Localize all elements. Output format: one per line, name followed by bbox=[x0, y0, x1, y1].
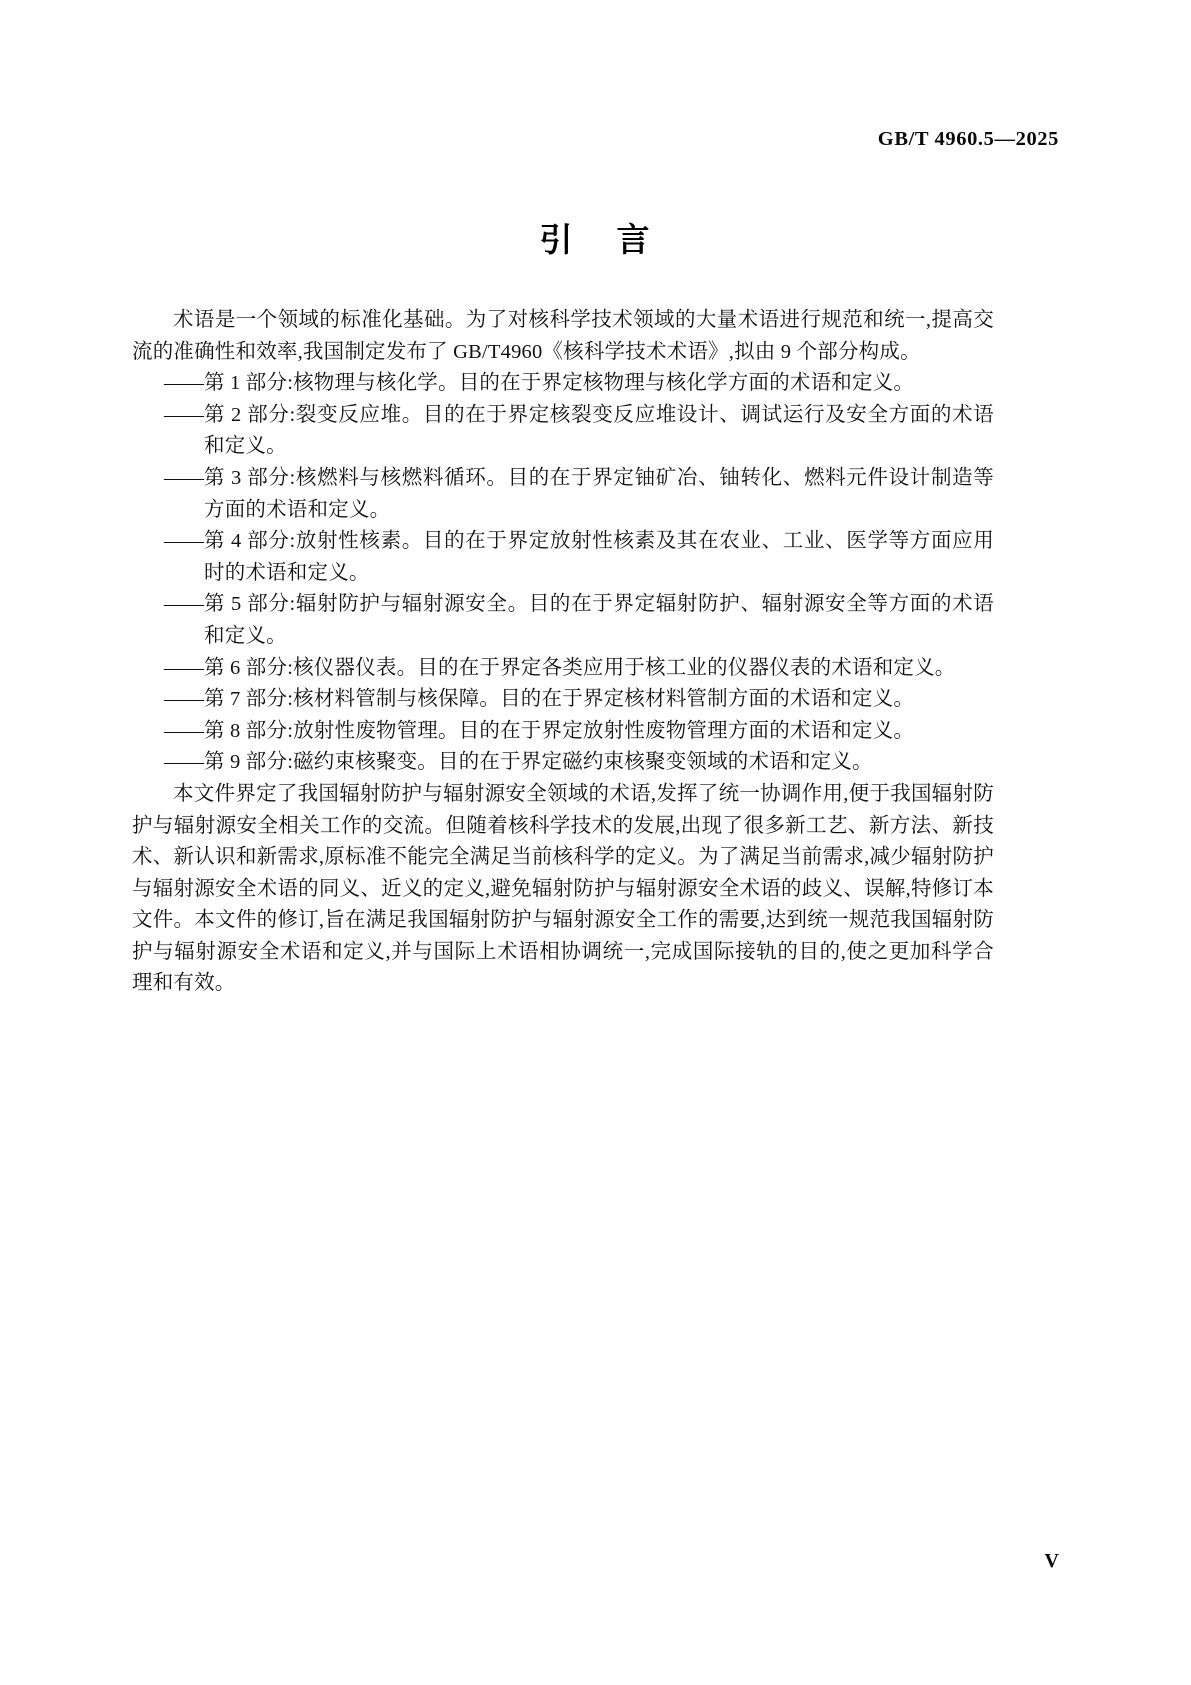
em-dash-marker: —— bbox=[164, 530, 203, 553]
em-dash-marker: —— bbox=[164, 751, 203, 774]
em-dash-marker: —— bbox=[164, 688, 203, 711]
list-item bbox=[132, 684, 994, 716]
list-item-text: 第 6 部分:核仪器仪表。目的在于界定各类应用于核工业的仪器仪表的术语和定义。 bbox=[204, 656, 956, 679]
list-item bbox=[132, 589, 994, 652]
running-header-standard-number: GB/T 4960.5—2025 bbox=[877, 128, 1059, 150]
list-item-text: 第 4 部分:放射性核素。目的在于界定放射性核素及其在农业、工业、医学等方面应用时的术语和定义。 bbox=[204, 530, 994, 584]
list-item-text: 第 2 部分:裂变反应堆。目的在于界定核裂变反应堆设计、调试运行及安全方面的术语和定义。 bbox=[204, 403, 994, 458]
page-title-char-1: 引 bbox=[539, 223, 575, 259]
intro-paragraph: 术语是一个领域的标准化基础。为了对核科学技术领域的大量术语进行规范和统一,提高交流的准确性和效率,我国制定发布了 GB/T4960《核科学技术术语》,拟由 9 个部分构成。 bbox=[132, 309, 994, 363]
page-title bbox=[0, 214, 1191, 261]
standard-parts-list bbox=[132, 368, 994, 779]
page-body bbox=[132, 305, 994, 1000]
page-title-char-2: 言 bbox=[616, 223, 652, 259]
list-item bbox=[132, 526, 994, 589]
em-dash-marker: —— bbox=[164, 593, 203, 616]
em-dash-marker: —— bbox=[164, 656, 203, 679]
list-item-text: 第 8 部分:放射性废物管理。目的在于界定放射性废物管理方面的术语和定义。 bbox=[204, 719, 915, 742]
list-item bbox=[132, 463, 994, 526]
em-dash-marker: —— bbox=[164, 719, 203, 742]
list-item bbox=[132, 747, 994, 779]
em-dash-marker: —— bbox=[164, 372, 203, 395]
page-number: V bbox=[1044, 1550, 1059, 1572]
list-item bbox=[132, 716, 994, 748]
list-item-text: 第 5 部分:辐射防护与辐射源安全。目的在于界定辐射防护、辐射源安全等方面的术语和定义。 bbox=[204, 593, 994, 647]
list-item-text: 第 7 部分:核材料管制与核保障。目的在于界定核材料管制方面的术语和定义。 bbox=[204, 688, 915, 711]
list-item-text: 第 1 部分:核物理与核化学。目的在于界定核物理与核化学方面的术语和定义。 bbox=[204, 372, 915, 395]
em-dash-marker: —— bbox=[164, 466, 203, 489]
list-item-text: 第 3 部分:核燃料与核燃料循环。目的在于界定铀矿冶、铀转化、燃料元件设计制造等方面的术语和定义。 bbox=[204, 466, 994, 521]
list-item bbox=[132, 653, 994, 685]
closing-paragraph: 本文件界定了我国辐射防护与辐射源安全领域的术语,发挥了统一协调作用,便于我国辐射防护与辐射源安全相关工作的交流。但随着核科学技术的发展,出现了很多新工艺、新方法、新技术、新认识和新需求,原标准不能完全满足当前核科学的定义。为了满足当前需求,减少辐射防护与辐射源安全术语的同义、近义的定义,避免辐射防护与辐射源安全术语的歧义、误解,特修订本文件。本文件的修订,旨在满足我国辐射防护与辐射源安全工作的需要,达到统一规范我国辐射防护与辐射源安全术语和定义,并与国际上术语相协调统一,完成国际接轨的目的,使之更加科学合理和有效。 bbox=[132, 782, 994, 995]
list-item bbox=[132, 368, 994, 400]
list-item-text: 第 9 部分:磁约束核聚变。目的在于界定磁约束核聚变领域的术语和定义。 bbox=[204, 751, 873, 774]
list-item bbox=[132, 400, 994, 463]
em-dash-marker: —— bbox=[164, 403, 203, 426]
